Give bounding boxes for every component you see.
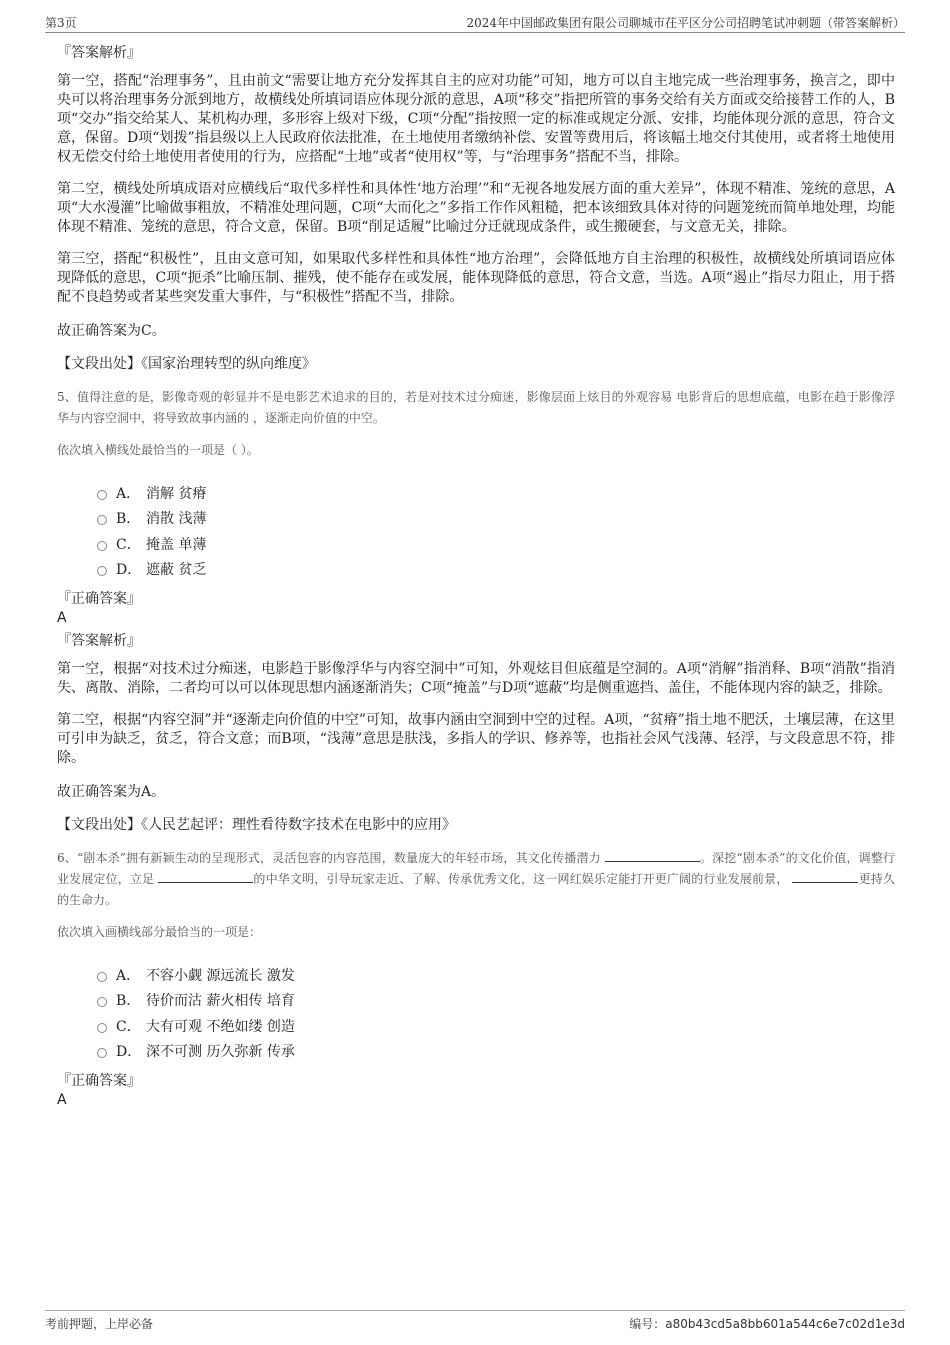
option-a[interactable] (97, 480, 895, 506)
correct-answer: A (57, 610, 67, 626)
option-text: 深不可测 历久弥新 传承 (146, 1044, 295, 1061)
analysis-paragraph: 第三空，搭配“积极性”，且由文意可知，如果取代多样性和具体性“地方治理”，会降低地方自主治理的积极性，故横线处所填词语应体现降低的意思，C项“扼杀”比喻压制、摧残，使不能存在或发展，能体现降低的意思，符合文意，当选。A项“遏止”指尽力阻止，用于搭配不良趋势或者某些突发重大事件，与“积极性”搭配不当，排除。 (57, 251, 895, 305)
option-letter: A． (116, 485, 141, 502)
option-text: 大有可观 不绝如缕 创造 (146, 1018, 295, 1035)
code-value: a80b43cd5a8bb601a544c6e7c02d1e3d (665, 1317, 905, 1331)
answer-conclusion: 故正确答案为C。 (57, 323, 166, 339)
radio-icon[interactable] (97, 1048, 107, 1058)
blank-2 (158, 870, 253, 883)
option-d[interactable] (97, 1039, 895, 1065)
question-5-instruction: 依次填入横线处最恰当的一项是（ ）。 (57, 443, 259, 457)
option-text: 消解 贫瘠 (146, 485, 207, 502)
answer-conclusion: 故正确答案为A。 (57, 784, 166, 800)
question-6-stem (57, 848, 895, 911)
document-code (629, 1315, 905, 1332)
option-c[interactable] (97, 531, 895, 557)
analysis-paragraph: 第一空，搭配“治理事务”，且由前文“需要让地方充分发挥其自主的应对功能”可知，地方可以自主地完成一些治理事务，换言之，即中央可以将治理事务分派到地方，故横线处所填词语应体现分派的意思，A项“移交”指把所管的事务交给有关方面或交给接替工作的人，B项“交办”指交给某人、某机构办理，多形容上级对下级，C项“分配”指按照一定的标准或规定分派、安排，均能体现分派的意思，符合文意，保留。D项“划拨”指县级以上人民政府依法批准，在土地使用者缴纳补偿、安置等费用后，将该幅土地交付其使用，或者将土地使用权无偿交付给土地使用者使用的行为，应搭配“土地”或者“使用权”等，与“治理事务”搭配不当，排除。 (57, 73, 895, 165)
page-footer (45, 1310, 905, 1331)
question-5-options (97, 480, 895, 582)
option-text: 遮蔽 贫乏 (146, 562, 207, 579)
analysis-paragraph: 第二空，横线处所填成语对应横线后“取代多样性和具体性‘地方治理’”和“无视各地发展方面的重大差异”，体现不精准、笼统的意思，A项“大水漫灌”比喻做事粗放，不精准处理问题，C项“大而化之”多指工作作风粗糙，把本该细致具体对待的问题笼统而简单地处理，均能体现不精准、笼统的意思，符合文意，保留。B项“削足适履”比喻过分迁就现成条件，或生搬硬套，与文意无关，排除。 (57, 181, 895, 235)
page-header (45, 12, 905, 33)
blank-3 (792, 870, 858, 883)
passage-source: 【文段出处】《国家治理转型的纵向维度》 (57, 356, 316, 372)
radio-icon[interactable] (97, 566, 107, 576)
option-b[interactable] (97, 506, 895, 532)
option-letter: A． (116, 967, 141, 984)
option-d[interactable] (97, 557, 895, 583)
footer-slogan: 考前押题，上岸必备 (45, 1317, 154, 1331)
stem-text: 更持久的生命力。 (57, 872, 895, 907)
question-5-stem: 5、值得注意的是，影像奇观的彰显并不是电影艺术追求的目的，若是对技术过分痴迷，影像层面上炫目的外观容易 电影背后的思想底蕴，电影在趋于影像浮华与内容空洞中，将导致故事内涵的 ，逐渐走向价值的中空。 (57, 390, 895, 425)
radio-icon[interactable] (97, 490, 107, 500)
correct-answer: A (57, 1092, 67, 1108)
radio-icon[interactable] (97, 997, 107, 1007)
question-6-options (97, 962, 895, 1064)
option-text: 掩盖 单薄 (146, 536, 207, 553)
correct-answer-label: 『正确答案』 (57, 591, 141, 607)
option-b[interactable] (97, 988, 895, 1014)
document-title: 2024年中国邮政集团有限公司聊城市茌平区分公司招聘笔试冲刺题（带答案解析） (466, 16, 905, 30)
correct-answer-label: 『正确答案』 (57, 1073, 141, 1089)
option-text: 消散 浅薄 (146, 511, 207, 528)
stem-text: 的中华文明，引导玩家走近、了解、传承优秀文化，这一网红娱乐定能打开更广阔的行业发展前景， (253, 872, 793, 886)
analysis-paragraph: 第一空，根据“对技术过分痴迷，电影趋于影像浮华与内容空洞中”可知，外观炫目但底蕴是空洞的。A项“消解”指消释、B项“消散”指消失、离散、消除，二者均可以可以体现思想内涵逐渐消失；C项“掩盖”与D项“遮蔽”均是侧重遮挡、盖住，不能体现内容的缺乏，排除。 (57, 661, 895, 696)
radio-icon[interactable] (97, 972, 107, 982)
option-letter: B． (116, 511, 141, 528)
blank-1 (605, 849, 700, 862)
question-6-instruction: 依次填入画横线部分最恰当的一项是： (57, 925, 262, 939)
stem-text: 6、“剧本杀”拥有新颖生动的呈现形式，灵活包容的内容范围，数量庞大的年轻市场，其文化传播潜力 (57, 851, 605, 865)
radio-icon[interactable] (97, 1023, 107, 1033)
analysis-label: 『答案解析』 (57, 633, 141, 649)
option-letter: D． (116, 1044, 142, 1061)
option-text: 不容小觑 源远流长 激发 (146, 967, 295, 984)
analysis-paragraph: 第二空，根据“内容空洞”并“逐渐走向价值的中空”可知，故事内涵由空洞到中空的过程。A项，“贫瘠”指土地不肥沃，土壤层薄，在这里可引申为缺乏，贫乏，符合文意；而B项，“浅薄”意思是肤浅，多指人的学识、修养等，也指社会风气浅薄、轻浮，与文段意思不符，排除。 (57, 712, 895, 766)
radio-icon[interactable] (97, 541, 107, 551)
option-letter: D． (116, 562, 142, 579)
stem-text: 。深挖“剧本杀”的文化价值，调整行业发展定位，立足 (57, 851, 895, 886)
analysis-label: 『答案解析』 (57, 45, 141, 61)
option-letter: C． (116, 1018, 141, 1035)
radio-icon[interactable] (97, 515, 107, 525)
option-letter: B． (116, 993, 141, 1010)
option-text: 待价而沽 薪火相传 培育 (146, 993, 295, 1010)
document-body (57, 42, 895, 1112)
option-letter: C． (116, 536, 141, 553)
option-a[interactable] (97, 962, 895, 988)
passage-source: 【文段出处】《人民艺起评：理性看待数字技术在电影中的应用》 (57, 817, 456, 833)
page-number: 第3页 (45, 16, 77, 30)
option-c[interactable] (97, 1013, 895, 1039)
code-label: 编号： (629, 1317, 666, 1331)
